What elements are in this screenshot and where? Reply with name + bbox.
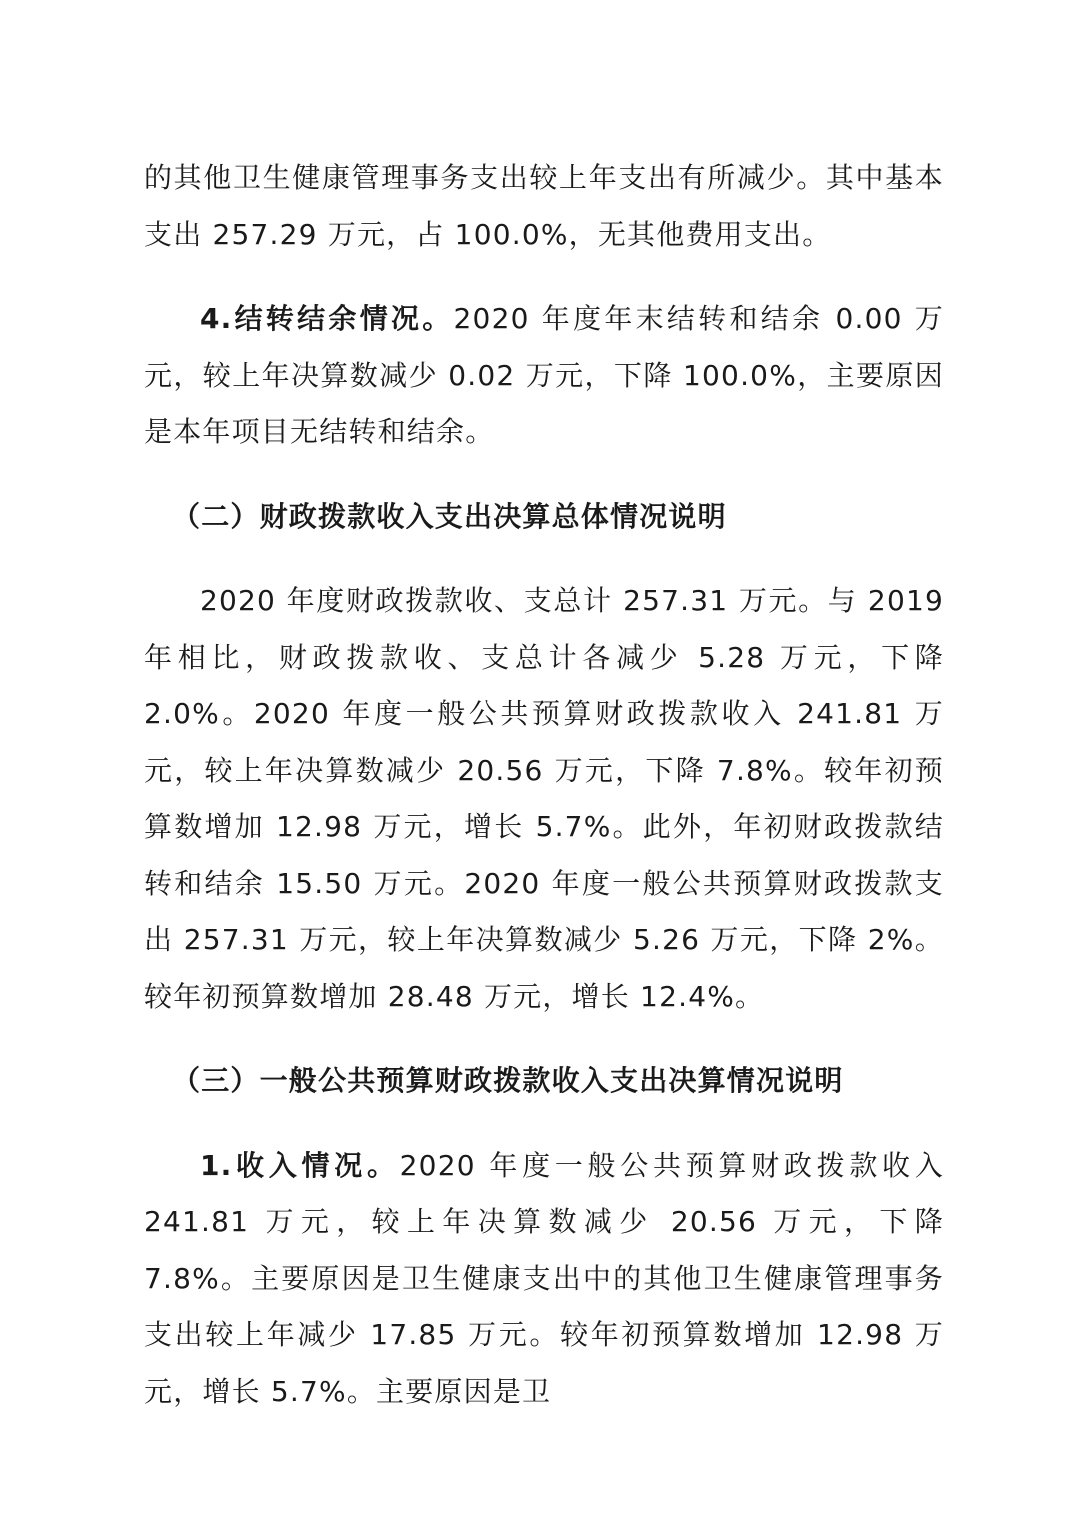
paragraph-fiscal-overview	[144, 573, 944, 1025]
paragraph-lead: 1.收入情况。	[200, 1148, 400, 1182]
section-heading-3: （三）一般公共预算财政拨款收入支出决算情况说明	[172, 1064, 844, 1097]
section-heading-2: （二）财政拨款收入支出决算总体情况说明	[172, 499, 727, 533]
paragraph-income	[144, 1138, 944, 1421]
paragraph-text: 2020 年度财政拨款收、支总计 257.31 万元。与 2019 年相比，财政拨款收、支总计各减少 5.28 万元，下降 2.0%。2020 年度一般公共预算财政拨款收入 241.81 万元，较上年决算数减少 20.56 万元，下降 7.8%。较年初预算数增加 12.98 万元，增长 5.7%。此外，年初财政拨款结转和结余 15.50 万元。2020 年度一般公共预算财政拨款支出 257.31 万元，较上年决算数减少 5.26 万元，下降 2%。较年初预算数增加 28.48 万元，增长 12.4%。	[144, 584, 944, 1013]
paragraph-text: 2020 年度一般公共预算财政拨款收入 241.81 万元，较上年决算数减少 20.56 万元，下降 7.8%。主要原因是卫生健康支出中的其他卫生健康管理事务支出较上年减少 17.85 万元。较年初预算数增加 12.98 万元，增长 5.7%。主要原因是卫	[144, 1148, 944, 1408]
paragraph-expense-continued	[144, 150, 944, 263]
paragraph-text: 2020 年度年末结转和结余 0.00 万元，较上年决算数减少 0.02 万元，下降 100.0%，主要原因是本年项目无结转和结余。	[144, 302, 944, 448]
paragraph-text: 的其他卫生健康管理事务支出较上年支出有所减少。其中基本支出 257.29 万元，占 100.0%，无其他费用支出。	[144, 161, 944, 251]
document-page	[144, 150, 944, 1420]
paragraph-lead: 4.结转结余情况。	[200, 302, 454, 335]
paragraph-carryover	[144, 291, 944, 461]
